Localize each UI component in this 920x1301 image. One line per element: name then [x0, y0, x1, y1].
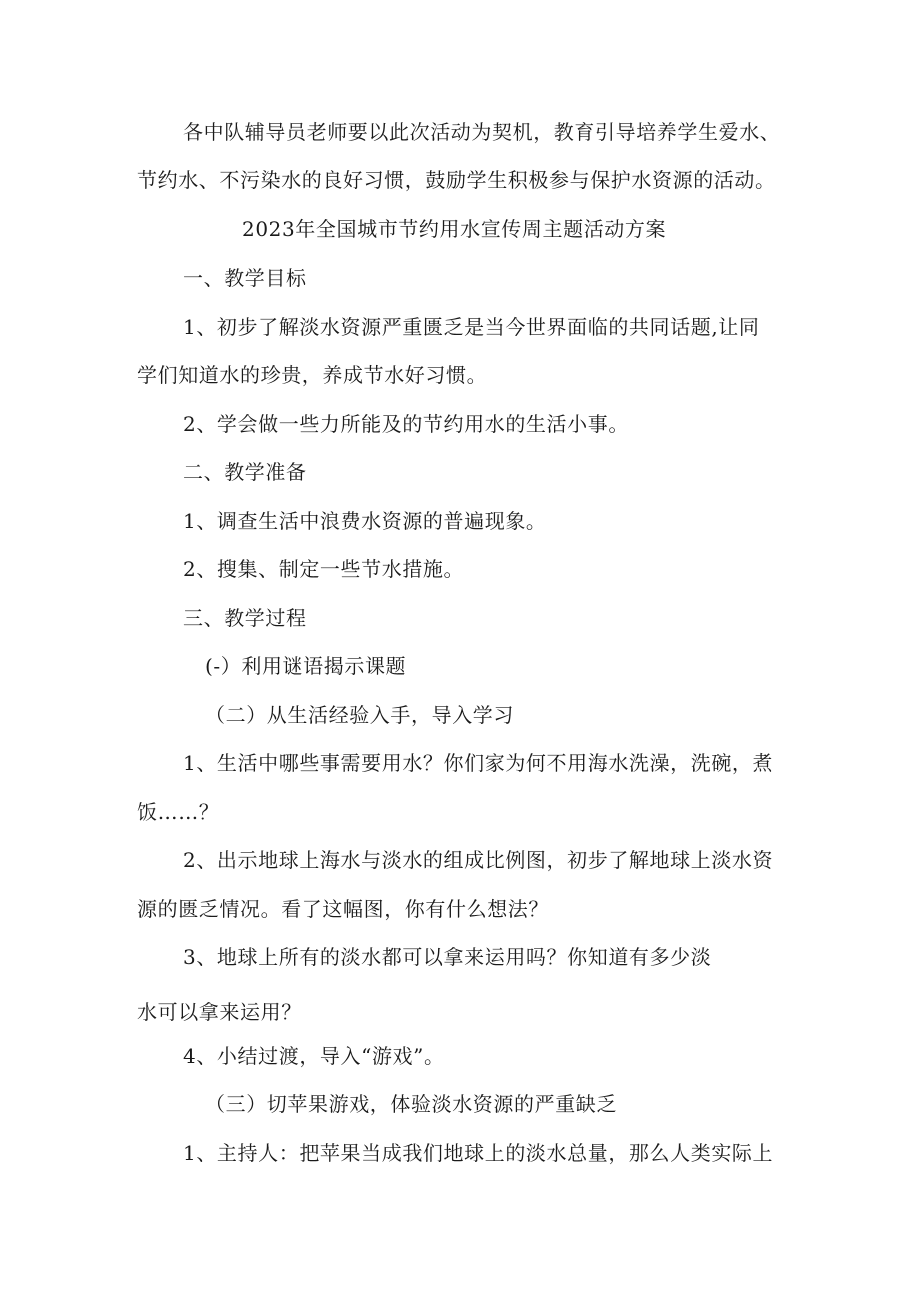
subheading-3: （三）切苹果游戏，体验淡水资源的严重缺乏	[205, 1092, 617, 1116]
paragraph-line-9: 饭……？	[137, 800, 220, 824]
paragraph-line-15: 1、主持人：把苹果当成我们地球上的淡水总量，那么人类实际上	[183, 1141, 774, 1165]
paragraph-line-12: 3、地球上所有的淡水都可以拿来运用吗？你知道有多少淡	[183, 945, 712, 969]
paragraph-line-13: 水可以拿来运用？	[137, 1000, 302, 1024]
paragraph-line-6: 1、调查生活中浪费水资源的普遍现象。	[183, 509, 547, 533]
paragraph-line-5: 2、学会做一些力所能及的节约用水的生活小事。	[183, 412, 629, 436]
section-heading-2: 二、教学准备	[183, 460, 307, 484]
subheading-1: (-）利用谜语揭示课题	[205, 654, 407, 678]
subheading-2: （二）从生活经验入手，导入学习	[205, 703, 514, 727]
paragraph-line-8: 1、生活中哪些事需要用水？你们家为何不用海水洗澡，洗碗，煮	[183, 751, 774, 775]
paragraph-line-2: 节约水、不污染水的良好习惯，鼓励学生积极参与保护水资源的活动。	[137, 168, 776, 192]
document-title: 2023年全国城市节约用水宣传周主题活动方案	[242, 217, 667, 241]
paragraph-line-1: 各中队辅导员老师要以此次活动为契机，教育引导培养学生爱水、	[183, 120, 781, 144]
paragraph-line-11: 源的匮乏情况。看了这幅图，你有什么想法？	[137, 897, 549, 921]
paragraph-line-10: 2、出示地球上海水与淡水的组成比例图，初步了解地球上淡水资	[183, 848, 774, 872]
paragraph-line-14: 4、小结过渡，导入“游戏”。	[183, 1044, 445, 1068]
section-heading-1: 一、教学目标	[183, 266, 307, 290]
section-heading-3: 三、教学过程	[183, 606, 307, 630]
paragraph-line-4: 学们知道水的珍贵，养成节水好习惯。	[137, 363, 488, 387]
paragraph-line-7: 2、搜集、制定一些节水措施。	[183, 557, 465, 581]
paragraph-line-3: 1、初步了解淡水资源严重匮乏是当今世界面临的共同话题,让同	[183, 315, 760, 339]
